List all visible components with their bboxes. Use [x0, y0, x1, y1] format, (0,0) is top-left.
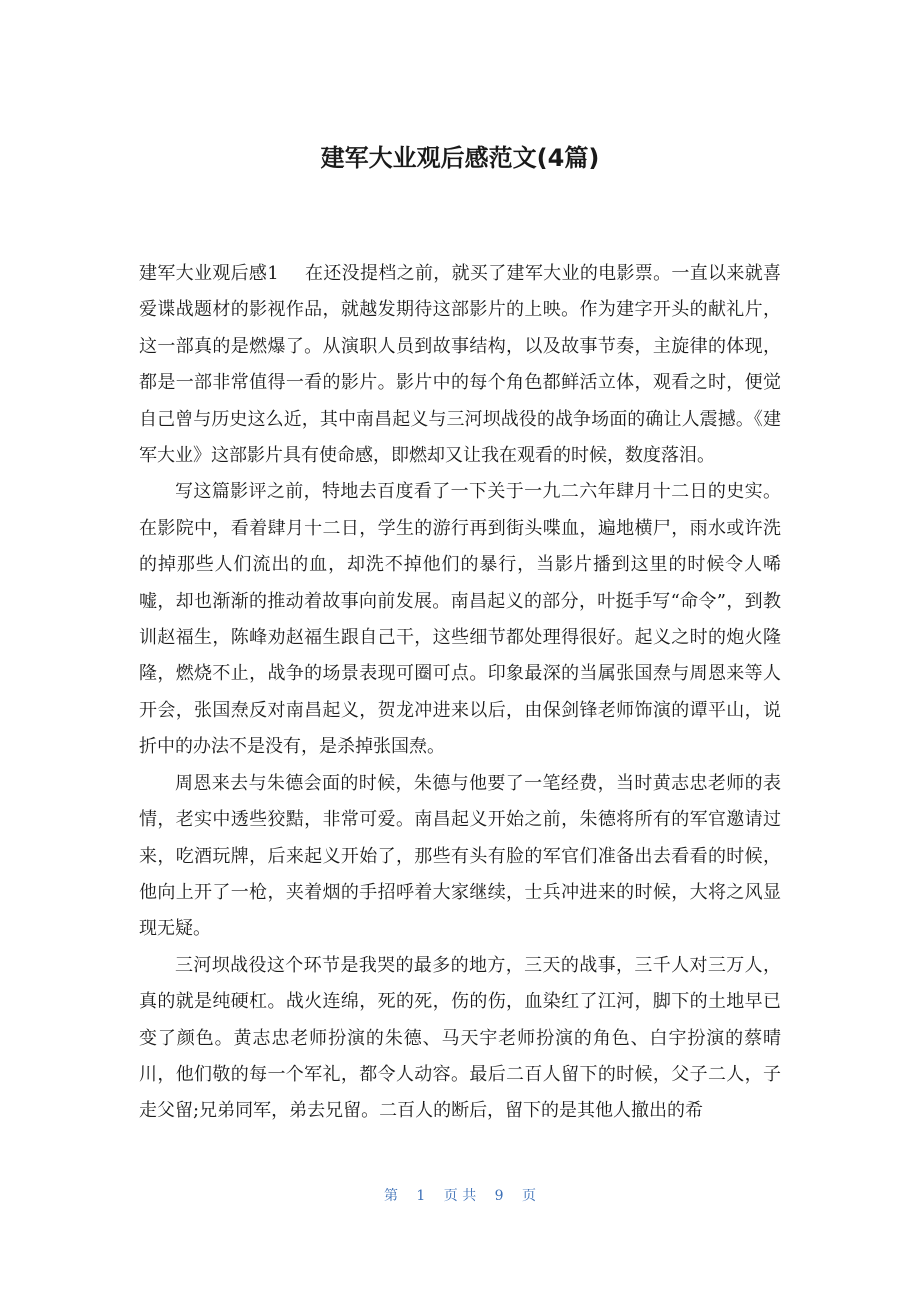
paragraph-2: 写这篇影评之前，特地去百度看了一下关于一九二六年肆月十二日的史实。在影院中，看着肆月十二日，学生的游行再到街头喋血，遍地横尸，雨水或许洗的掉那些人们流出的血，却洗不掉他们的暴行，当影片播到这里的时候令人唏嘘，却也渐渐的推动着故事向前发展。南昌起义的部分，叶挺手写“命令”，到教训赵福生，陈峰劝赵福生跟自己干，这些细节都处理得很好。起义之时的炮火隆隆，燃烧不止，战争的场景表现可圈可点。印象最深的当属张国焘与周恩来等人开会，张国焘反对南昌起义，贺龙冲进来以后，由保剑锋老师饰演的谭平山，说折中的办法不是没有，是杀掉张国焘。 — [139, 481, 781, 758]
footer-total-pages: 9 — [494, 1188, 504, 1204]
footer-middle: 页 共 — [443, 1188, 477, 1204]
page-title: 建军大业观后感范文(4篇) — [320, 144, 600, 172]
document-body — [139, 256, 781, 1166]
page-footer — [0, 1186, 920, 1206]
paragraph-4: 三河坝战役这个环节是我哭的最多的地方，三天的战事，三千人对三万人，真的就是纯硬杠。战火连绵，死的死，伤的伤，血染红了江河，脚下的土地早已变了颜色。黄志忠老师扮演的朱德、马天宇老师扮演的角色、白宇扮演的蔡晴川，他们敬的每一个军礼，都令人动容。最后二百人留下的时候，父子二人，子走父留;兄弟同军，弟去兄留。二百人的断后，留下的是其他人撤出的希 — [139, 954, 781, 1122]
footer-suffix: 页 — [522, 1188, 537, 1204]
paragraph-3: 周恩来去与朱德会面的时候，朱德与他要了一笔经费，当时黄志忠老师的表情，老实中透些狡黠，非常可爱。南昌起义开始之前，朱德将所有的军官邀请过来，吃酒玩牌，后来起义开始了，那些有头有脸的军官们准备出去看看的时候，他向上开了一枪，夹着烟的手招呼着大家继续，士兵冲进来的时候，大将之风显现无疑。 — [139, 772, 781, 940]
footer-current-page: 1 — [416, 1188, 426, 1204]
paragraph-1 — [139, 256, 781, 474]
paragraph-1-text: 在还没提档之前，就买了建军大业的电影票。一直以来就喜爱谍战题材的影视作品，就越发期待这部影片的上映。作为建字开头的献礼片，这一部真的是燃爆了。从演职人员到故事结构，以及故事节奏，主旋律的体现，都是一部非常值得一看的影片。影片中的每个角色都鲜活立体，观看之时，便觉自己曾与历史这么近，其中南昌起义与三河坝战役的战争场面的确让人震撼。《建军大业》这部影片具有使命感，即燃却又让我在观看的时候，数度落泪。 — [139, 263, 781, 467]
section-label: 建军大业观后感1 — [139, 263, 279, 284]
footer-prefix: 第 — [383, 1188, 398, 1204]
